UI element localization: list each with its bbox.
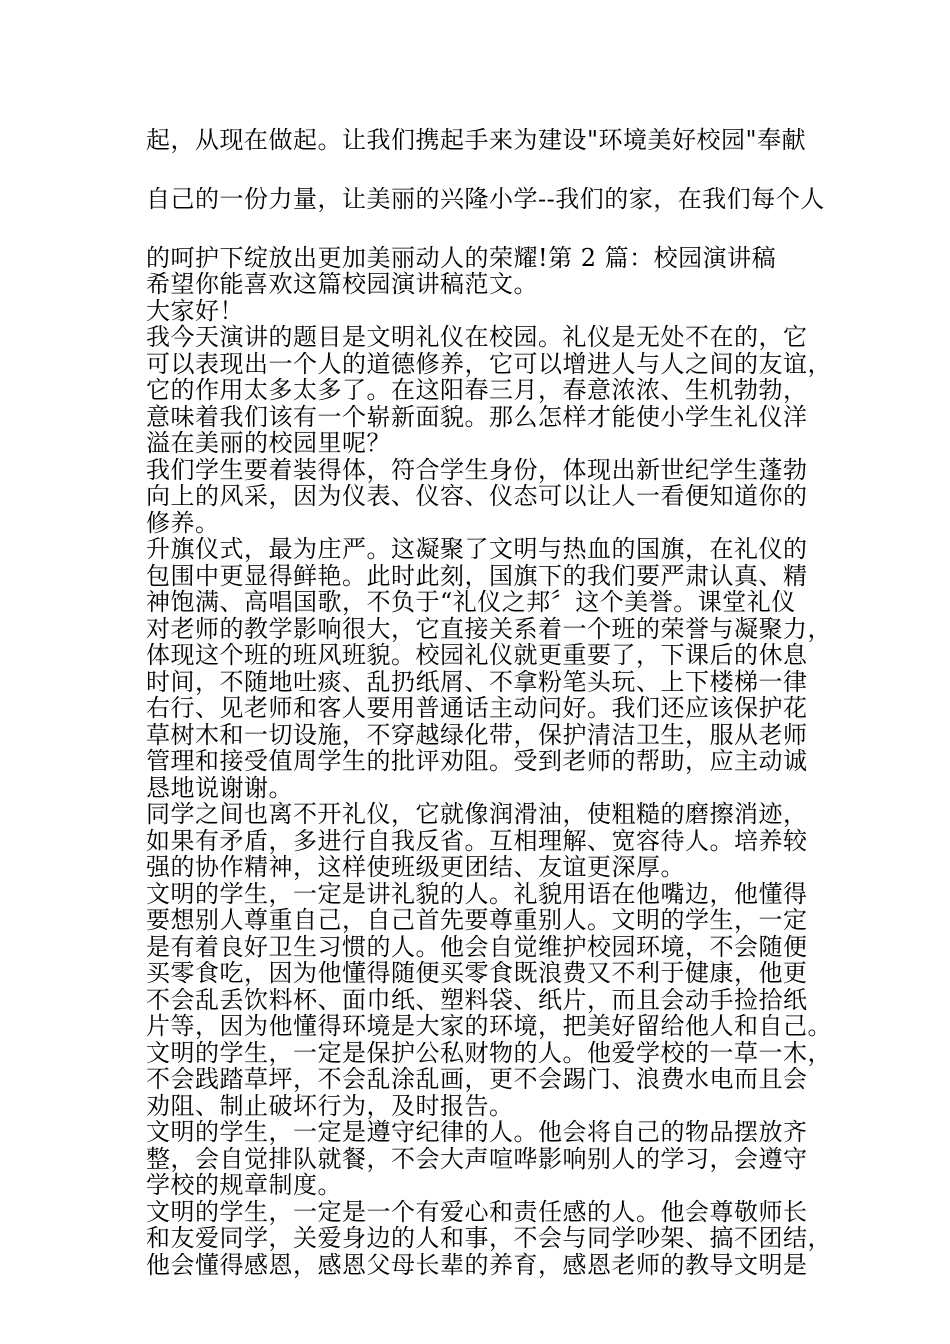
- text-line: 买零食吃，因为他懂得随便买零食既浪费又不利于健康，他更: [146, 959, 808, 987]
- text-line: 它的作用太多太多了。在这阳春三月，春意浓浓、生机勃勃，: [146, 376, 808, 404]
- text-line: 是有着良好卫生习惯的人。他会自觉维护校园环境，不会随便: [146, 932, 808, 961]
- text-line: 整，会自觉排队就餐，不会大声喧哗影响别人的学习，会遵守: [146, 1144, 808, 1173]
- text-line: 强的协作精神，这样使班级更团结、友谊更深厚。: [146, 853, 685, 881]
- text-line: 升旗仪式，最为庄严。这凝聚了文明与热血的国旗，在礼仪的: [146, 535, 808, 563]
- text-line: 要想别人尊重自己，自己首先要尊重别人。文明的学生，一定: [146, 906, 808, 934]
- text-line: 我今天演讲的题目是文明礼仪在校园。礼仪是无处不在的，它: [146, 323, 808, 351]
- text-line: 他会懂得感恩，感恩父母长辈的养育，感恩老师的教导文明是: [146, 1250, 808, 1279]
- text-line: 对老师的教学影响很大，它直接关系着一个班的荣誉与凝聚力，: [146, 614, 832, 643]
- text-line: 意味着我们该有一个崭新面貌。那么怎样才能使小学生礼仪洋: [146, 402, 808, 431]
- text-line: 片等，因为他懂得环境是大家的环境，把美好留给他人和自己。: [146, 1012, 832, 1040]
- text-line: 自己的一份力量，让美丽的兴隆小学--我们的家，在我们每个人: [146, 185, 825, 213]
- text-line: 草树木和一切设施，不穿越绿化带，保护清洁卫生，服从老师: [146, 720, 808, 749]
- text-line: 不会乱丢饮料杯、面巾纸、塑料袋、纸片，而且会动手捡拾纸: [146, 985, 808, 1014]
- text-line: 和友爱同学，关爱身边的人和事，不会与同学吵架、搞不团结，: [146, 1224, 832, 1252]
- text-line: 学校的规章制度。: [146, 1171, 342, 1199]
- text-line: 包围中更显得鲜艳。此时此刻，国旗下的我们要严肃认真、精: [146, 561, 808, 590]
- speech-body: [146, 270, 832, 1279]
- text-line: 体现这个班的班风班貌。校园礼仪就更重要了，下课后的休息: [146, 641, 808, 669]
- text-line: 文明的学生，一定是一个有爱心和责任感的人。他会尊敬师长: [146, 1197, 808, 1226]
- text-line: 起，从现在做起。让我们携起手来为建设"环境美好校园"奉献: [146, 126, 807, 154]
- text-line: 修养。: [146, 508, 220, 537]
- text-line: 同学之间也离不开礼仪，它就像润滑油，使粗糙的磨擦消迹，: [146, 800, 808, 828]
- text-line: 文明的学生，一定是遵守纪律的人。他会将自己的物品摆放齐: [146, 1118, 808, 1146]
- text-line: 不会践踏草坪，不会乱涂乱画，更不会踢门、浪费水电而且会: [146, 1065, 808, 1093]
- text-line: 如果有矛盾，多进行自我反省。互相理解、宽容待人。培养较: [146, 826, 808, 855]
- text-line: 劝阻、制止破坏行为，及时报告。: [146, 1091, 514, 1120]
- text-line: 管理和接受值周学生的批评劝阻。受到老师的帮助，应主动诚: [146, 747, 808, 775]
- text-line: 可以表现出一个人的道德修养，它可以增进人与人之间的友谊，: [146, 349, 832, 378]
- text-line: 右行、见老师和客人要用普通话主动问好。我们还应该保护花: [146, 694, 808, 722]
- text-line: 文明的学生，一定是讲礼貌的人。礼貌用语在他嘴边，他懂得: [146, 879, 808, 908]
- text-line: 溢在美丽的校园里呢？: [146, 429, 391, 457]
- text-line: 向上的风采，因为仪表、仪容、仪态可以让人一看便知道你的: [146, 482, 808, 510]
- text-line: 文明的学生，一定是保护公私财物的人。他爱学校的一草一木，: [146, 1038, 832, 1067]
- text-line: 的呵护下绽放出更加美丽动人的荣耀!第 2 篇：校园演讲稿: [146, 244, 777, 272]
- text-line: 恳地说谢谢。: [146, 773, 293, 802]
- text-line: 希望你能喜欢这篇校园演讲稿范文。: [146, 270, 538, 298]
- text-line: 神饱满、高唱国歌，不负于“礼仪之邦〞这个美誉。课堂礼仪: [146, 588, 796, 616]
- text-line: 大家好！: [146, 296, 244, 325]
- text-line: 我们学生要着装得体，符合学生身份，体现出新世纪学生蓬勃: [146, 455, 808, 484]
- text-line: 时间，不随地吐痰、乱扔纸屑、不拿粉笔头玩、上下楼梯一律: [146, 667, 808, 696]
